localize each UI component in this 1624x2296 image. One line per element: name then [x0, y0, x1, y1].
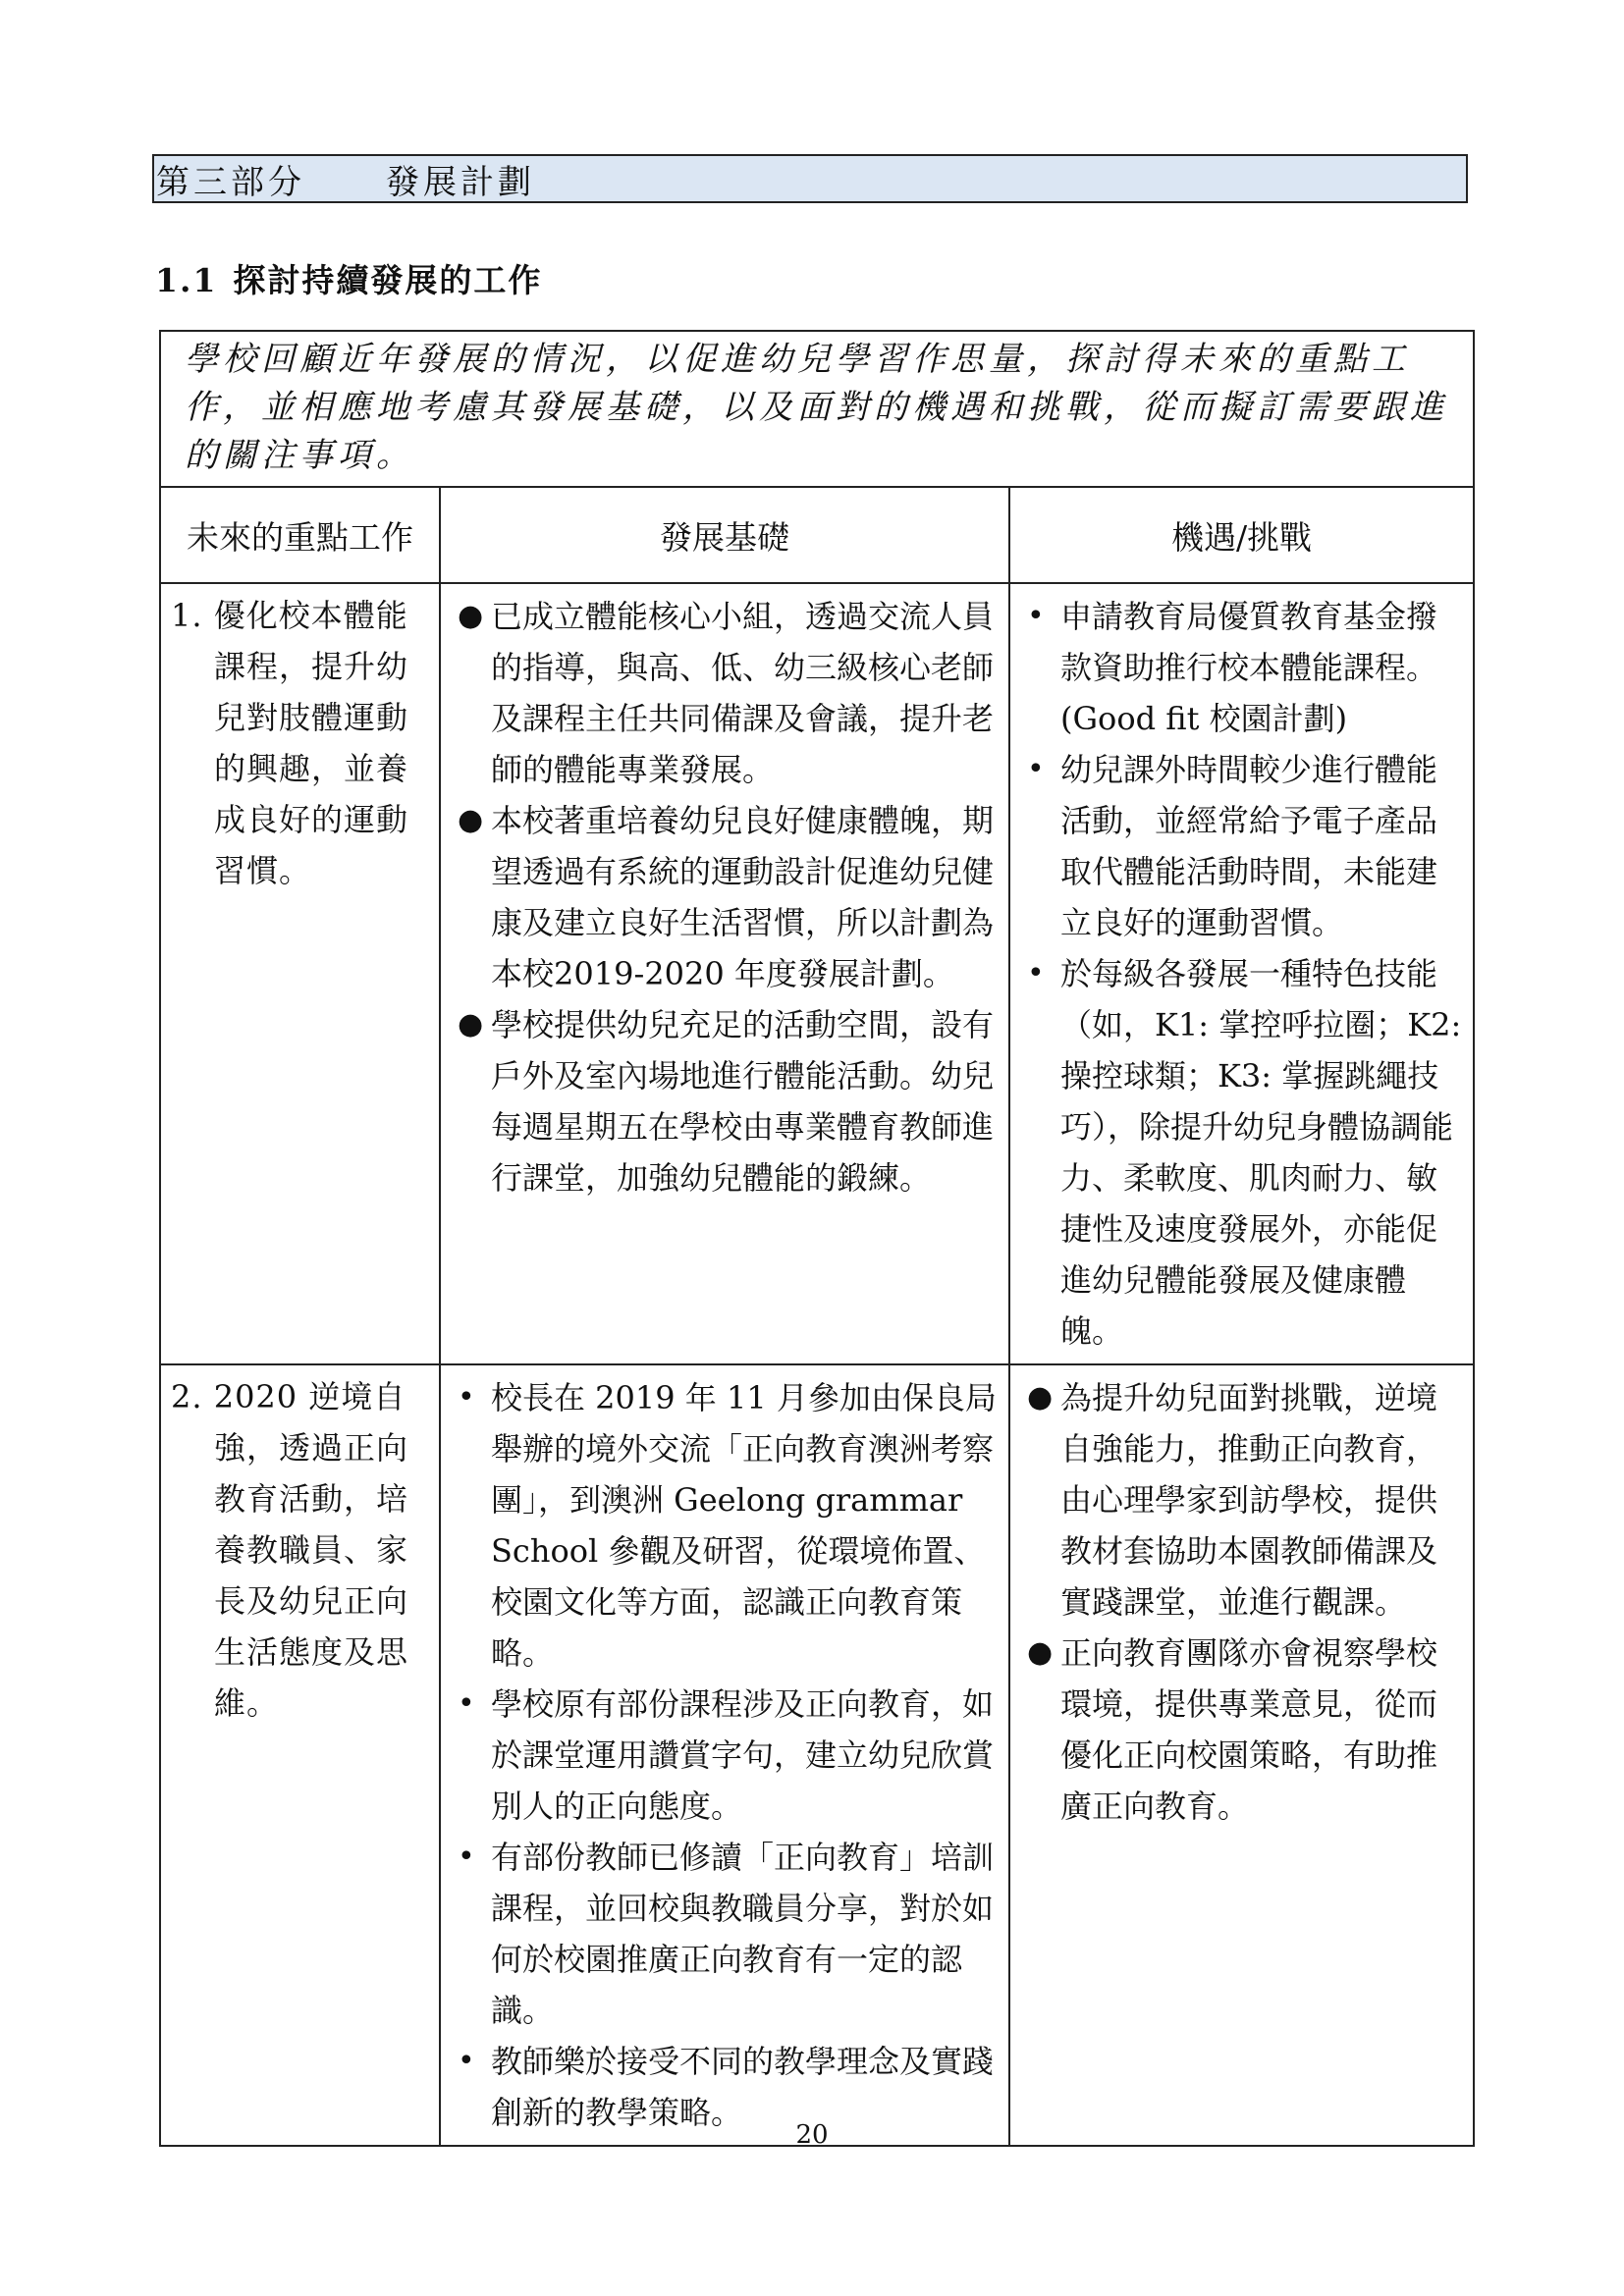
bullet-icon: •: [1027, 752, 1045, 786]
bullet-icon: •: [458, 1686, 475, 1721]
bullet-icon: ●: [1027, 1635, 1054, 1670]
part-label: 第三部分: [156, 162, 305, 202]
development-table: [159, 330, 1475, 2147]
goal-text: 1. 優化校本體能課程，提升幼兒對肢體運動的興趣，並養成良好的運動習慣。: [171, 597, 409, 889]
list-item: • 教師樂於接受不同的教學理念及實踐創新的教學策略。: [444, 2036, 1000, 2138]
list-item: ● 本校著重培養幼兒良好健康體魄，期望透過有系統的運動設計促進幼兒健康及建立良好生活習慣，所以計劃為本校2019-2020 年度發展計劃。: [444, 795, 1000, 999]
table-header-row: [160, 487, 1474, 583]
goal-cell: [160, 583, 440, 1364]
header-goal: 未來的重點工作: [160, 487, 440, 583]
list-item: • 校長在 2019 年 11 月參加由保良局舉辦的境外交流「正向教育澳洲考察團」，到澳洲 Geelong grammar School 參觀及研習，從環境佈置、校園文化等方面，認識正向教育策略。: [444, 1372, 1000, 1679]
bullet-icon: ●: [458, 1007, 484, 1041]
list-item: ● 學校提供幼兒充足的活動空間，設有戶外及室內場地進行體能活動。幼兒每週星期五在學校由專業體育教師進行課堂，加強幼兒體能的鍛練。: [444, 999, 1000, 1203]
bullet-icon: •: [458, 1840, 475, 1874]
basis-cell: [440, 1364, 1009, 2146]
header-challenges: 機遇/挑戰: [1009, 487, 1474, 583]
intro-row: [160, 331, 1474, 487]
bullet-icon: ●: [458, 599, 484, 633]
section-number: 1.1: [155, 261, 218, 299]
bullet-icon: •: [1027, 599, 1045, 633]
part-title: 發展計劃: [386, 162, 535, 202]
list-item: • 學校原有部份課程涉及正向教育，如於課堂運用讚賞字句，建立幼兒欣賞別人的正向態度。: [444, 1679, 1000, 1832]
list-item: • 於每級各發展一種特色技能（如，K1: 掌控呼拉圈；K2: 操控球類；K3: 掌握跳繩技巧），除提升幼兒身體協調能力、柔軟度、肌肉耐力、敏捷性及速度發展外，亦能促進幼兒體能發展及健康體魄。: [1013, 948, 1464, 1357]
list-item: ● 為提升幼兒面對挑戰，逆境自強能力，推動正向教育，由心理學家到訪學校，提供教材套協助本園教師備課及實踐課堂，並進行觀課。: [1013, 1372, 1464, 1628]
header-basis: 發展基礎: [440, 487, 1009, 583]
list-item: • 幼兒課外時間較少進行體能活動，並經常給予電子產品取代體能活動時間，未能建立良好的運動習慣。: [1013, 744, 1464, 948]
goal-text: 2. 2020 逆境自強，透過正向教育活動，培養教職員、家長及幼兒正向生活態度及思維。: [171, 1378, 409, 1722]
part-header: [152, 154, 1468, 203]
list-item: ● 正向教育團隊亦會視察學校環境，提供專業意見，從而優化正向校園策略，有助推廣正向教育。: [1013, 1628, 1464, 1832]
bullet-icon: •: [458, 1380, 475, 1415]
section-heading: [155, 255, 542, 301]
bullet-icon: •: [1027, 956, 1045, 990]
list-item: • 有部份教師已修讀「正向教育」培訓課程，並回校與教職員分享，對於如何於校園推廣正向教育有一定的認識。: [444, 1832, 1000, 2036]
list-item: ● 已成立體能核心小組，透過交流人員的指導，與高、低、幼三級核心老師及課程主任共同備課及會議，提升老師的體能專業發展。: [444, 591, 1000, 795]
bullet-icon: •: [458, 2044, 475, 2078]
goal-cell: [160, 1364, 440, 2146]
list-item: • 申請教育局優質教育基金撥款資助推行校本體能課程。(Good fit 校園計劃): [1013, 591, 1464, 744]
intro-text: 學校回顧近年發展的情況，以促進幼兒學習作思量，探討得未來的重點工作，並相應地考慮其發展基礎，以及面對的機遇和挑戰，從而擬訂需要跟進的關注事項。: [160, 331, 1474, 487]
table-row: [160, 583, 1474, 1364]
bullet-icon: ●: [1027, 1380, 1054, 1415]
table-row: [160, 1364, 1474, 2146]
page-number: 20: [795, 2120, 829, 2150]
section-title: 探討持續發展的工作: [233, 261, 543, 299]
challenges-cell: [1009, 1364, 1474, 2146]
bullet-icon: ●: [458, 803, 484, 837]
basis-cell: [440, 583, 1009, 1364]
challenges-cell: [1009, 583, 1474, 1364]
